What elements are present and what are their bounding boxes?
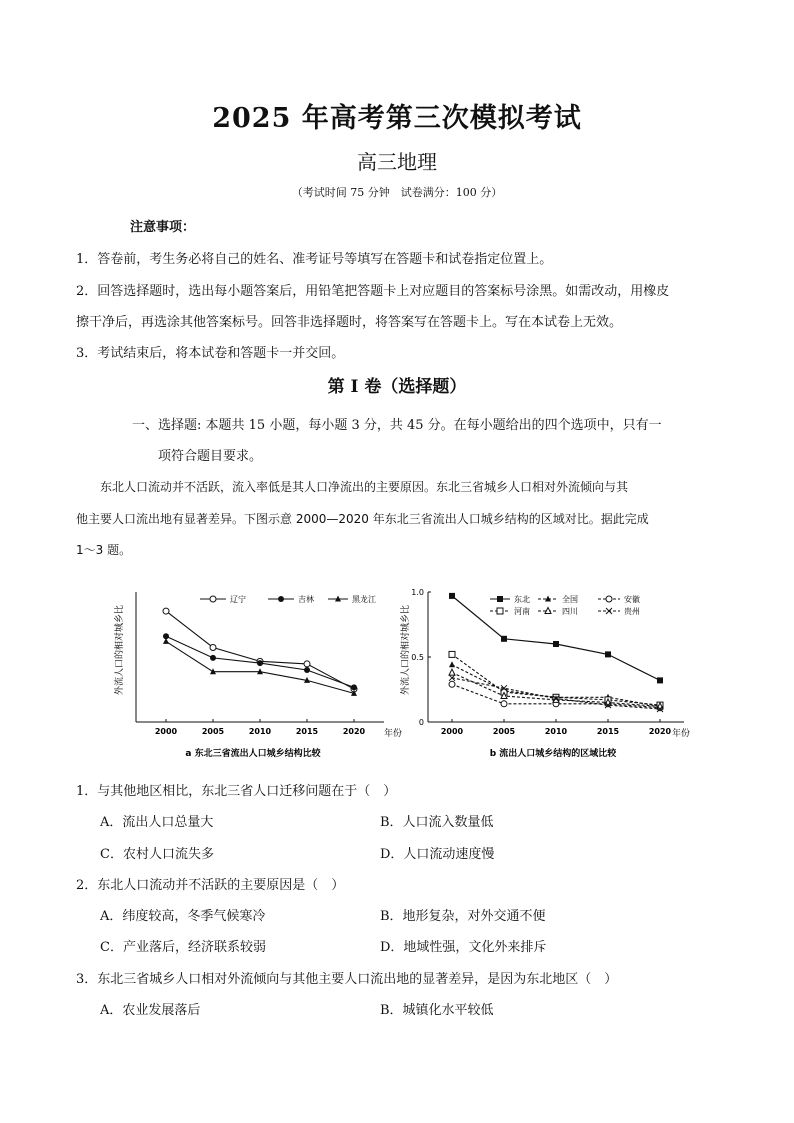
y-tick-label: 1.0 — [411, 588, 424, 597]
x-tick-label: 2010 — [544, 727, 568, 736]
legend-label: 黑龙江 — [352, 595, 376, 604]
data-point-吉林 — [210, 655, 216, 661]
x-tick-label: 2015 — [295, 727, 319, 736]
notice-line-2: 2．回答选择题时，选出每小题答案后，用铅笔把答题卡上对应题目的答案标号涂黑。如需改动，用橡皮 — [76, 284, 670, 299]
x-tick-label: 2005 — [492, 727, 516, 736]
legend-label: 贵州 — [624, 607, 640, 616]
data-point-黑龙江 — [163, 638, 169, 644]
data-point-安徽 — [501, 701, 507, 707]
legend-marker — [497, 608, 503, 614]
data-point-东北 — [657, 677, 663, 683]
data-point-辽宁 — [163, 608, 169, 614]
x-tick-label: 2020 — [648, 727, 672, 736]
notice-heading: 注意事项： — [130, 220, 196, 235]
question-3-stem: 3．东北三省城乡人口相对外流倾向与其他主要人口流出地的显著差异，是因为东北地区（ ） — [76, 972, 618, 987]
question-1-stem: 1．与其他地区相比，东北三省人口迁移问题在于（ ） — [76, 784, 397, 799]
legend-label: 安徽 — [624, 595, 640, 604]
y-tick-label: 0.5 — [411, 653, 424, 662]
notice-line-3: 擦干净后，再选涂其他答案标号。回答非选择题时，将答案写在答题卡上。写在本试卷上无效。 — [76, 315, 623, 330]
intro-line-1: 东北人口流动并不活跃，流入率低是其人口净流出的主要原因。东北三省城乡人口相对外流倾向与其 — [100, 480, 629, 494]
data-point-东北 — [501, 636, 507, 642]
chart-b-title: b 流出人口城乡结构的区域比较 — [489, 749, 617, 759]
question-2-option-a[interactable]: A．纬度较高，冬季气候寒冷 — [100, 909, 266, 924]
legend-label: 河南 — [514, 607, 530, 616]
chart-a-ylabel: 外流人口的相对城乡比 — [115, 604, 125, 696]
chart-a-xlabel: 年份 — [384, 729, 403, 739]
data-point-河南 — [449, 651, 455, 657]
chart-a — [108, 578, 403, 768]
data-point-安徽 — [449, 681, 455, 687]
data-point-东北 — [553, 641, 559, 647]
question-1-option-c[interactable]: C．农村人口流失多 — [100, 847, 214, 862]
question-1-option-b[interactable]: B．人口流入数量低 — [380, 815, 494, 830]
x-tick-label: 2000 — [154, 727, 178, 736]
data-point-吉林 — [351, 684, 357, 690]
chart-b-ylabel: 外流人口的相对城乡比 — [401, 604, 411, 696]
data-point-吉林 — [257, 660, 263, 666]
legend-marker — [606, 596, 612, 602]
section-instruction-1: 一、选择题: 本题共 15 小题，每小题 3 分，共 45 分。在每小题给出的四个选项中，只有一 — [132, 418, 662, 433]
question-2-option-d[interactable]: D．地域性强，文化外来排斥 — [380, 940, 547, 955]
x-tick-label: 2015 — [596, 727, 620, 736]
intro-line-2: 他主要人口流出地有显著差异。下图示意 2000—2020 年东北三省流出人口城乡结构的区域对比。据此完成 — [76, 512, 649, 526]
question-1-option-d[interactable]: D．人口流动速度慢 — [380, 847, 495, 862]
data-point-辽宁 — [304, 661, 310, 667]
data-point-东北 — [449, 593, 455, 599]
legend-marker — [606, 608, 612, 614]
data-point-吉林 — [304, 667, 310, 673]
x-tick-label: 2020 — [342, 727, 366, 736]
x-tick-label: 2000 — [440, 727, 464, 736]
data-point-全国 — [449, 661, 455, 667]
question-2-stem: 2．东北人口流动并不活跃的主要原因是（ ） — [76, 878, 345, 893]
legend-marker — [278, 596, 284, 602]
question-1-option-a[interactable]: A．流出人口总量大 — [100, 815, 214, 830]
question-3-option-b[interactable]: B．城镇化水平较低 — [380, 1003, 494, 1018]
section-instruction-2: 项符合题目要求。 — [158, 449, 263, 464]
data-point-辽宁 — [210, 644, 216, 650]
intro-line-3: 1～3 题。 — [76, 543, 132, 557]
chart-b — [398, 578, 698, 768]
question-2-option-b[interactable]: B．地形复杂，对外交通不便 — [380, 909, 546, 924]
data-point-东北 — [605, 651, 611, 657]
exam-title: 2025 年高考第三次模拟考试 — [212, 103, 582, 134]
exam-subject: 高三地理 — [357, 150, 437, 174]
legend-marker — [210, 596, 216, 602]
chart-b-xlabel: 年份 — [672, 729, 691, 739]
legend-label: 辽宁 — [230, 595, 246, 604]
legend-label: 东北 — [514, 595, 530, 604]
x-tick-label: 2005 — [201, 727, 225, 736]
chart-a-title: a 东北三省流出人口城乡结构比较 — [185, 749, 321, 759]
notice-line-4: 3．考试结束后，将本试卷和答题卡一并交回。 — [76, 346, 345, 361]
legend-label: 吉林 — [298, 595, 314, 604]
x-tick-label: 2010 — [248, 727, 272, 736]
exam-time-note: （考试时间 75 分钟 试卷满分：100 分） — [291, 186, 503, 199]
notice-line-1: 1．答卷前，考生务必将自己的姓名、准考证号等填写在答题卡和试卷指定位置上。 — [76, 252, 553, 267]
question-2-option-c[interactable]: C．产业落后，经济联系较弱 — [100, 940, 266, 955]
data-point-四川 — [449, 669, 455, 675]
section-heading: 第 I 卷（选择题） — [327, 377, 467, 397]
legend-marker — [497, 596, 503, 602]
legend-label: 四川 — [562, 607, 578, 616]
legend-label: 全国 — [562, 595, 578, 604]
question-3-option-a[interactable]: A．农业发展落后 — [100, 1003, 201, 1018]
y-tick-label: 0 — [418, 718, 424, 727]
